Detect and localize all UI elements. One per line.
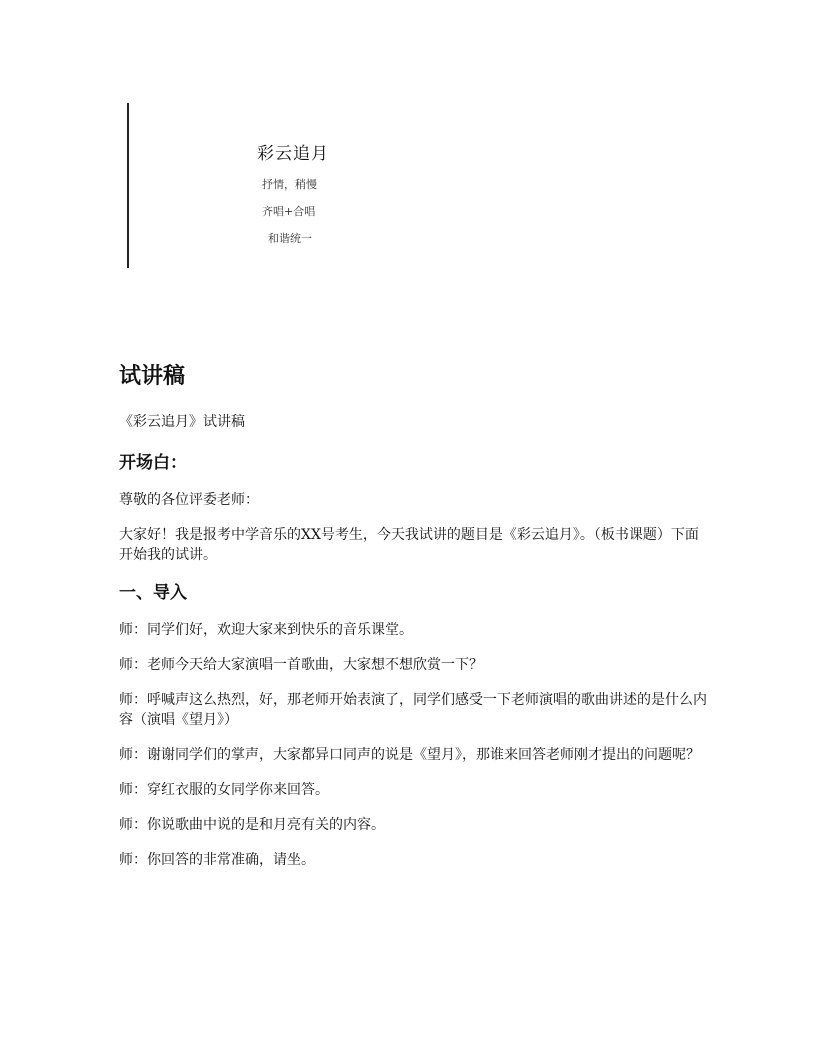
blackboard-sketch [127,103,387,268]
dialogue-paragraph: 师：穿红衣服的女同学你来回答。 [119,782,329,798]
greeting-paragraph: 尊敬的各位评委老师： [119,492,259,508]
dialogue-paragraph: 师：呼喊声这么热烈，好，那老师开始表演了，同学们感受一下老师演唱的歌曲讲述的是什么内容（演唱《望月》） [119,692,707,728]
dialogue-paragraph: 师：谢谢同学们的掌声，大家都异口同声的说是《望月》，那谁来回答老师刚才提出的问题呢？ [119,747,700,763]
board-line-harmony: 和谐统一 [268,232,312,245]
dialogue-paragraph: 师：你说歌曲中说的是和月亮有关的内容。 [119,817,385,833]
document-body [119,360,709,885]
document-subtitle: 《彩云追月》试讲稿 [119,414,245,430]
board-line-mood: 抒情，稍慢 [262,178,317,191]
board-divider-line [127,103,129,268]
section-heading-introduction: 一、导入 [119,583,187,603]
board-line-form: 齐唱+合唱 [262,205,316,218]
dialogue-paragraph: 师：老师今天给大家演唱一首歌曲，大家想不想欣赏一下？ [119,657,483,673]
board-title: 彩云追月 [257,144,329,164]
page-heading: 试讲稿 [119,364,186,389]
intro-paragraph: 大家好！我是报考中学音乐的XX号考生，今天我试讲的题目是《彩云追月》。（板书课题）下面开始我的试讲。 [119,527,699,563]
dialogue-paragraph: 师：你回答的非常准确，请坐。 [119,852,315,868]
dialogue-paragraph: 师：同学们好，欢迎大家来到快乐的音乐课堂。 [119,622,413,638]
section-heading-opening: 开场白： [119,453,187,473]
